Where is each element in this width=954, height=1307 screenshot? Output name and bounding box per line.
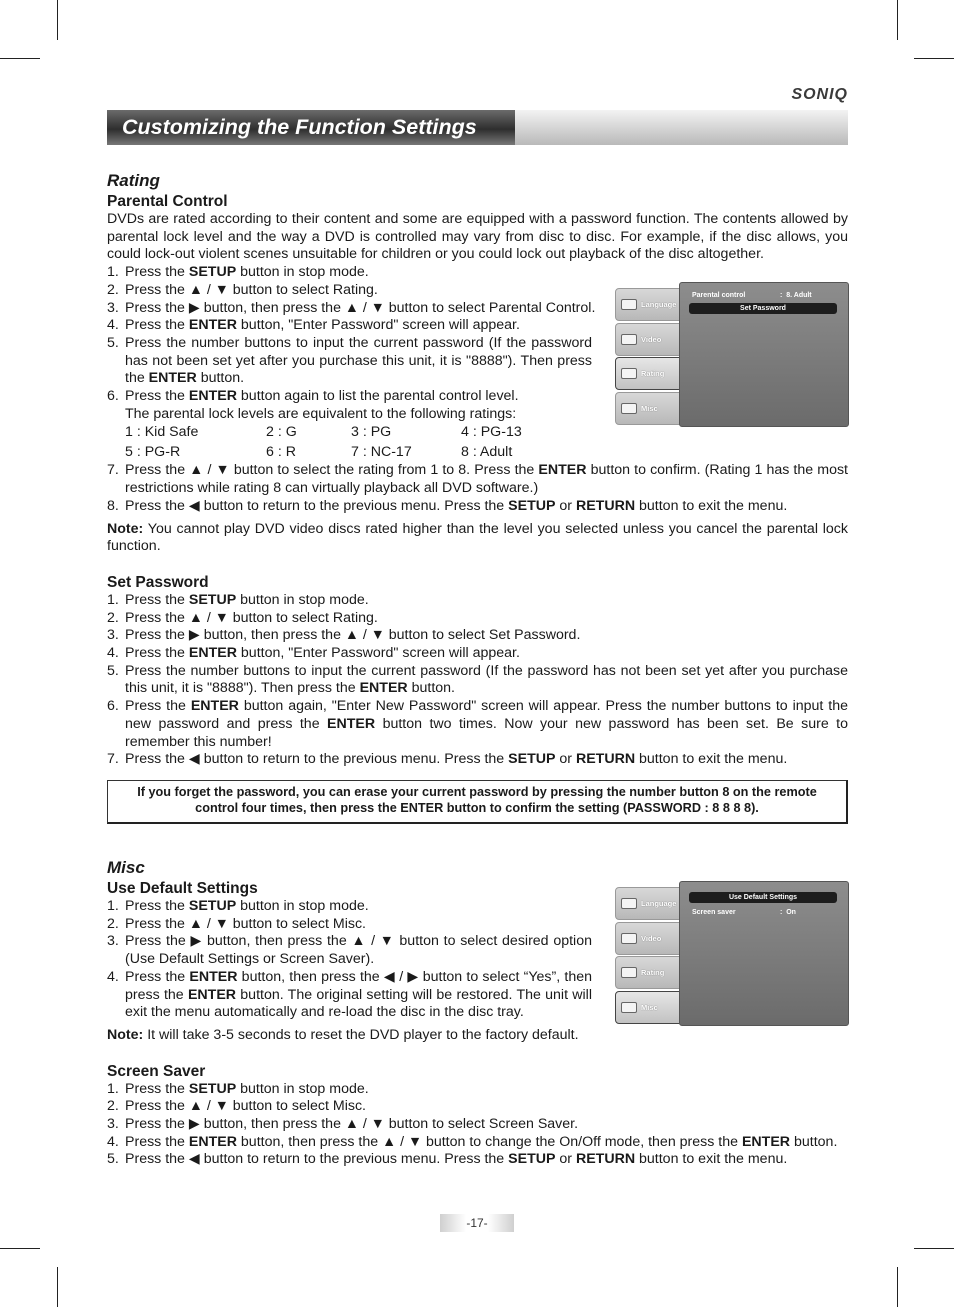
- rating-level: 8 : Adult: [461, 443, 513, 460]
- subheading-set-password: Set Password: [107, 573, 209, 591]
- rating-icon: [621, 967, 637, 978]
- section-heading-rating: Rating: [107, 171, 160, 190]
- rating-icon: [621, 368, 637, 379]
- list-item: 4. Press the ENTER button, then press the ◀ / ▶ button to select “Yes”, then press the ENTER button. The original setting will be restored. The unit will exit the menu automatically and re-load the disc in the disc tray.: [107, 968, 593, 1021]
- brand-logo: SONIQ: [791, 86, 848, 103]
- osd-tab-language: Language: [615, 288, 681, 321]
- osd-tab-language: Language: [615, 887, 681, 920]
- list-item: 2. Press the ▲ / ▼ button to select Misc.: [107, 915, 366, 932]
- list-item: 3. Press the ▶ button, then press the ▲ / ▼ button to select Screen Saver.: [107, 1116, 579, 1133]
- osd-sidebar: [615, 887, 681, 1025]
- parental-steps-continued: [107, 462, 848, 515]
- rating-level: 6 : R: [266, 443, 296, 460]
- osd-tab-video: Video: [615, 922, 681, 955]
- osd-sidebar: [615, 288, 681, 426]
- page-number: -17-: [440, 1214, 514, 1232]
- osd-tab-video: Video: [615, 323, 681, 356]
- parental-note: Note: You cannot play DVD video discs rated higher than the level you selected unless you cancel the parental lock function.: [107, 520, 848, 555]
- list-item: 1. Press the SETUP button in stop mode.: [107, 897, 369, 914]
- list-item: 5. Press the number buttons to input the current password (If the password has not been set yet after you purchase this unit, it is "8888"). Then press the ENTER button.: [107, 662, 848, 697]
- list-item: 1. Press the SETUP button in stop mode.: [107, 1080, 369, 1097]
- list-item: 2. Press the ▲ / ▼ button to select Rating.: [107, 609, 378, 626]
- parental-intro: DVDs are rated according to their content and some are equipped with a password function. The contents allowed by parental lock level and the way a DVD is controlled may vary from disc to disc. For example, if the disc allows, you could lock-out violent scenes unsuitable for children or you could lock out playback of the disc altogether.: [107, 211, 848, 263]
- osd-panel: [679, 881, 849, 1026]
- list-item: 4. Press the ENTER button, "Enter Password" screen will appear.: [107, 317, 520, 334]
- rating-levels: [107, 423, 848, 462]
- list-item: 2. Press the ▲ / ▼ button to select Misc.: [107, 1098, 366, 1115]
- list-item: 3. Press the ▶ button, then press the ▲ / ▼ button to select Parental Control.: [107, 299, 596, 316]
- page-title: Customizing the Function Settings: [122, 115, 477, 139]
- crop-mark: [897, 0, 898, 40]
- subheading-screen-saver: Screen Saver: [107, 1062, 206, 1080]
- list-item: 7. Press the ▲ / ▼ button to select the rating from 1 to 8. Press the ENTER button to confirm. (Rating 1 has the most restrictions while rating 8 can virtually playback all DVD software.): [107, 462, 848, 497]
- list-item: 1. Press the SETUP button in stop mode.: [107, 591, 369, 608]
- rating-level: 2 : G: [266, 424, 297, 441]
- list-item: 4. Press the ENTER button, "Enter Password" screen will appear.: [107, 645, 520, 662]
- osd-highlight: Set Password: [689, 303, 837, 314]
- list-item: 3. Press the ▶ button, then press the ▲ / ▼ button to select desired option (Use Default Settings or Screen Saver).: [107, 933, 592, 968]
- saver-steps: [107, 1081, 848, 1170]
- crop-mark: [897, 1267, 898, 1307]
- crop-mark: [0, 1248, 40, 1249]
- rating-level: 4 : PG-13: [461, 424, 522, 441]
- list-item: 3. Press the ▶ button, then press the ▲ / ▼ button to select Set Password.: [107, 627, 581, 644]
- crop-mark: [914, 1248, 954, 1249]
- rating-level: 7 : NC-17: [351, 443, 412, 460]
- osd-highlight: Use Default Settings: [689, 892, 837, 903]
- crop-mark: [914, 58, 954, 59]
- crop-mark: [57, 0, 58, 40]
- video-icon: [621, 933, 637, 944]
- rating-level: 5 : PG-R: [125, 443, 181, 460]
- osd-menu-misc: [615, 881, 848, 1026]
- subheading-parental-control: Parental Control: [107, 193, 228, 210]
- rating-level: 1 : Kid Safe: [125, 424, 199, 441]
- default-note: Note: It will take 3-5 seconds to reset the DVD player to the factory default.: [107, 1026, 579, 1043]
- list-item: 7. Press the ◀ button to return to the previous menu. Press the SETUP or RETURN button to exit the menu.: [107, 751, 788, 768]
- password-steps: [107, 592, 848, 769]
- osd-tab-misc: Misc: [615, 991, 681, 1024]
- list-item: 1. Press the SETUP button in stop mode.: [107, 264, 369, 281]
- language-icon: [621, 299, 637, 310]
- osd-tab-misc: Misc: [615, 392, 681, 425]
- list-item: 6. Press the ENTER button again to list the parental control level. The parental lock levels are equivalent to the following ratings:: [107, 388, 519, 422]
- subheading-use-default: Use Default Settings: [107, 879, 258, 897]
- list-item: 4. Press the ENTER button, then press the ▲ / ▼ button to change the On/Off mode, then press the ENTER button.: [107, 1133, 838, 1150]
- list-item: 2. Press the ▲ / ▼ button to select Rating.: [107, 281, 378, 298]
- section-heading-misc: Misc: [107, 857, 145, 877]
- crop-mark: [0, 58, 40, 59]
- list-item: 5. Press the number buttons to input the current password (If the password has not been set yet after you purchase this unit, it is "8888"). Then press the ENTER button.: [107, 334, 592, 387]
- list-item: 8. Press the ◀ button to return to the previous menu. Press the SETUP or RETURN button to exit the menu.: [107, 497, 788, 514]
- misc-icon: [621, 1002, 637, 1013]
- osd-menu-rating: [615, 282, 848, 427]
- list-item: 5. Press the ◀ button to return to the previous menu. Press the SETUP or RETURN button to exit the menu.: [107, 1151, 788, 1168]
- password-reset-note: If you forget the password, you can erase your current password by pressing the number button 8 on the remote control four times, then press the ENTER button to confirm the setting (PASSWORD : 8 8 8 8).: [107, 780, 848, 824]
- list-item: 6. Press the ENTER button again, "Enter New Password" screen will appear. Press the number buttons to input the new password and press the ENTER button two times. Now your new password has been set. Be sure to remember this number!: [107, 698, 848, 750]
- rating-level: 3 : PG: [351, 424, 392, 441]
- osd-tab-rating: Rating: [615, 357, 681, 390]
- osd-row-parental: Parental control : 8. Adult: [692, 292, 812, 299]
- video-icon: [621, 334, 637, 345]
- osd-panel: [679, 282, 849, 427]
- misc-icon: [621, 403, 637, 414]
- language-icon: [621, 898, 637, 909]
- osd-tab-rating: Rating: [615, 956, 681, 989]
- osd-row-screen-saver: Screen saver : On: [692, 909, 796, 916]
- crop-mark: [57, 1267, 58, 1307]
